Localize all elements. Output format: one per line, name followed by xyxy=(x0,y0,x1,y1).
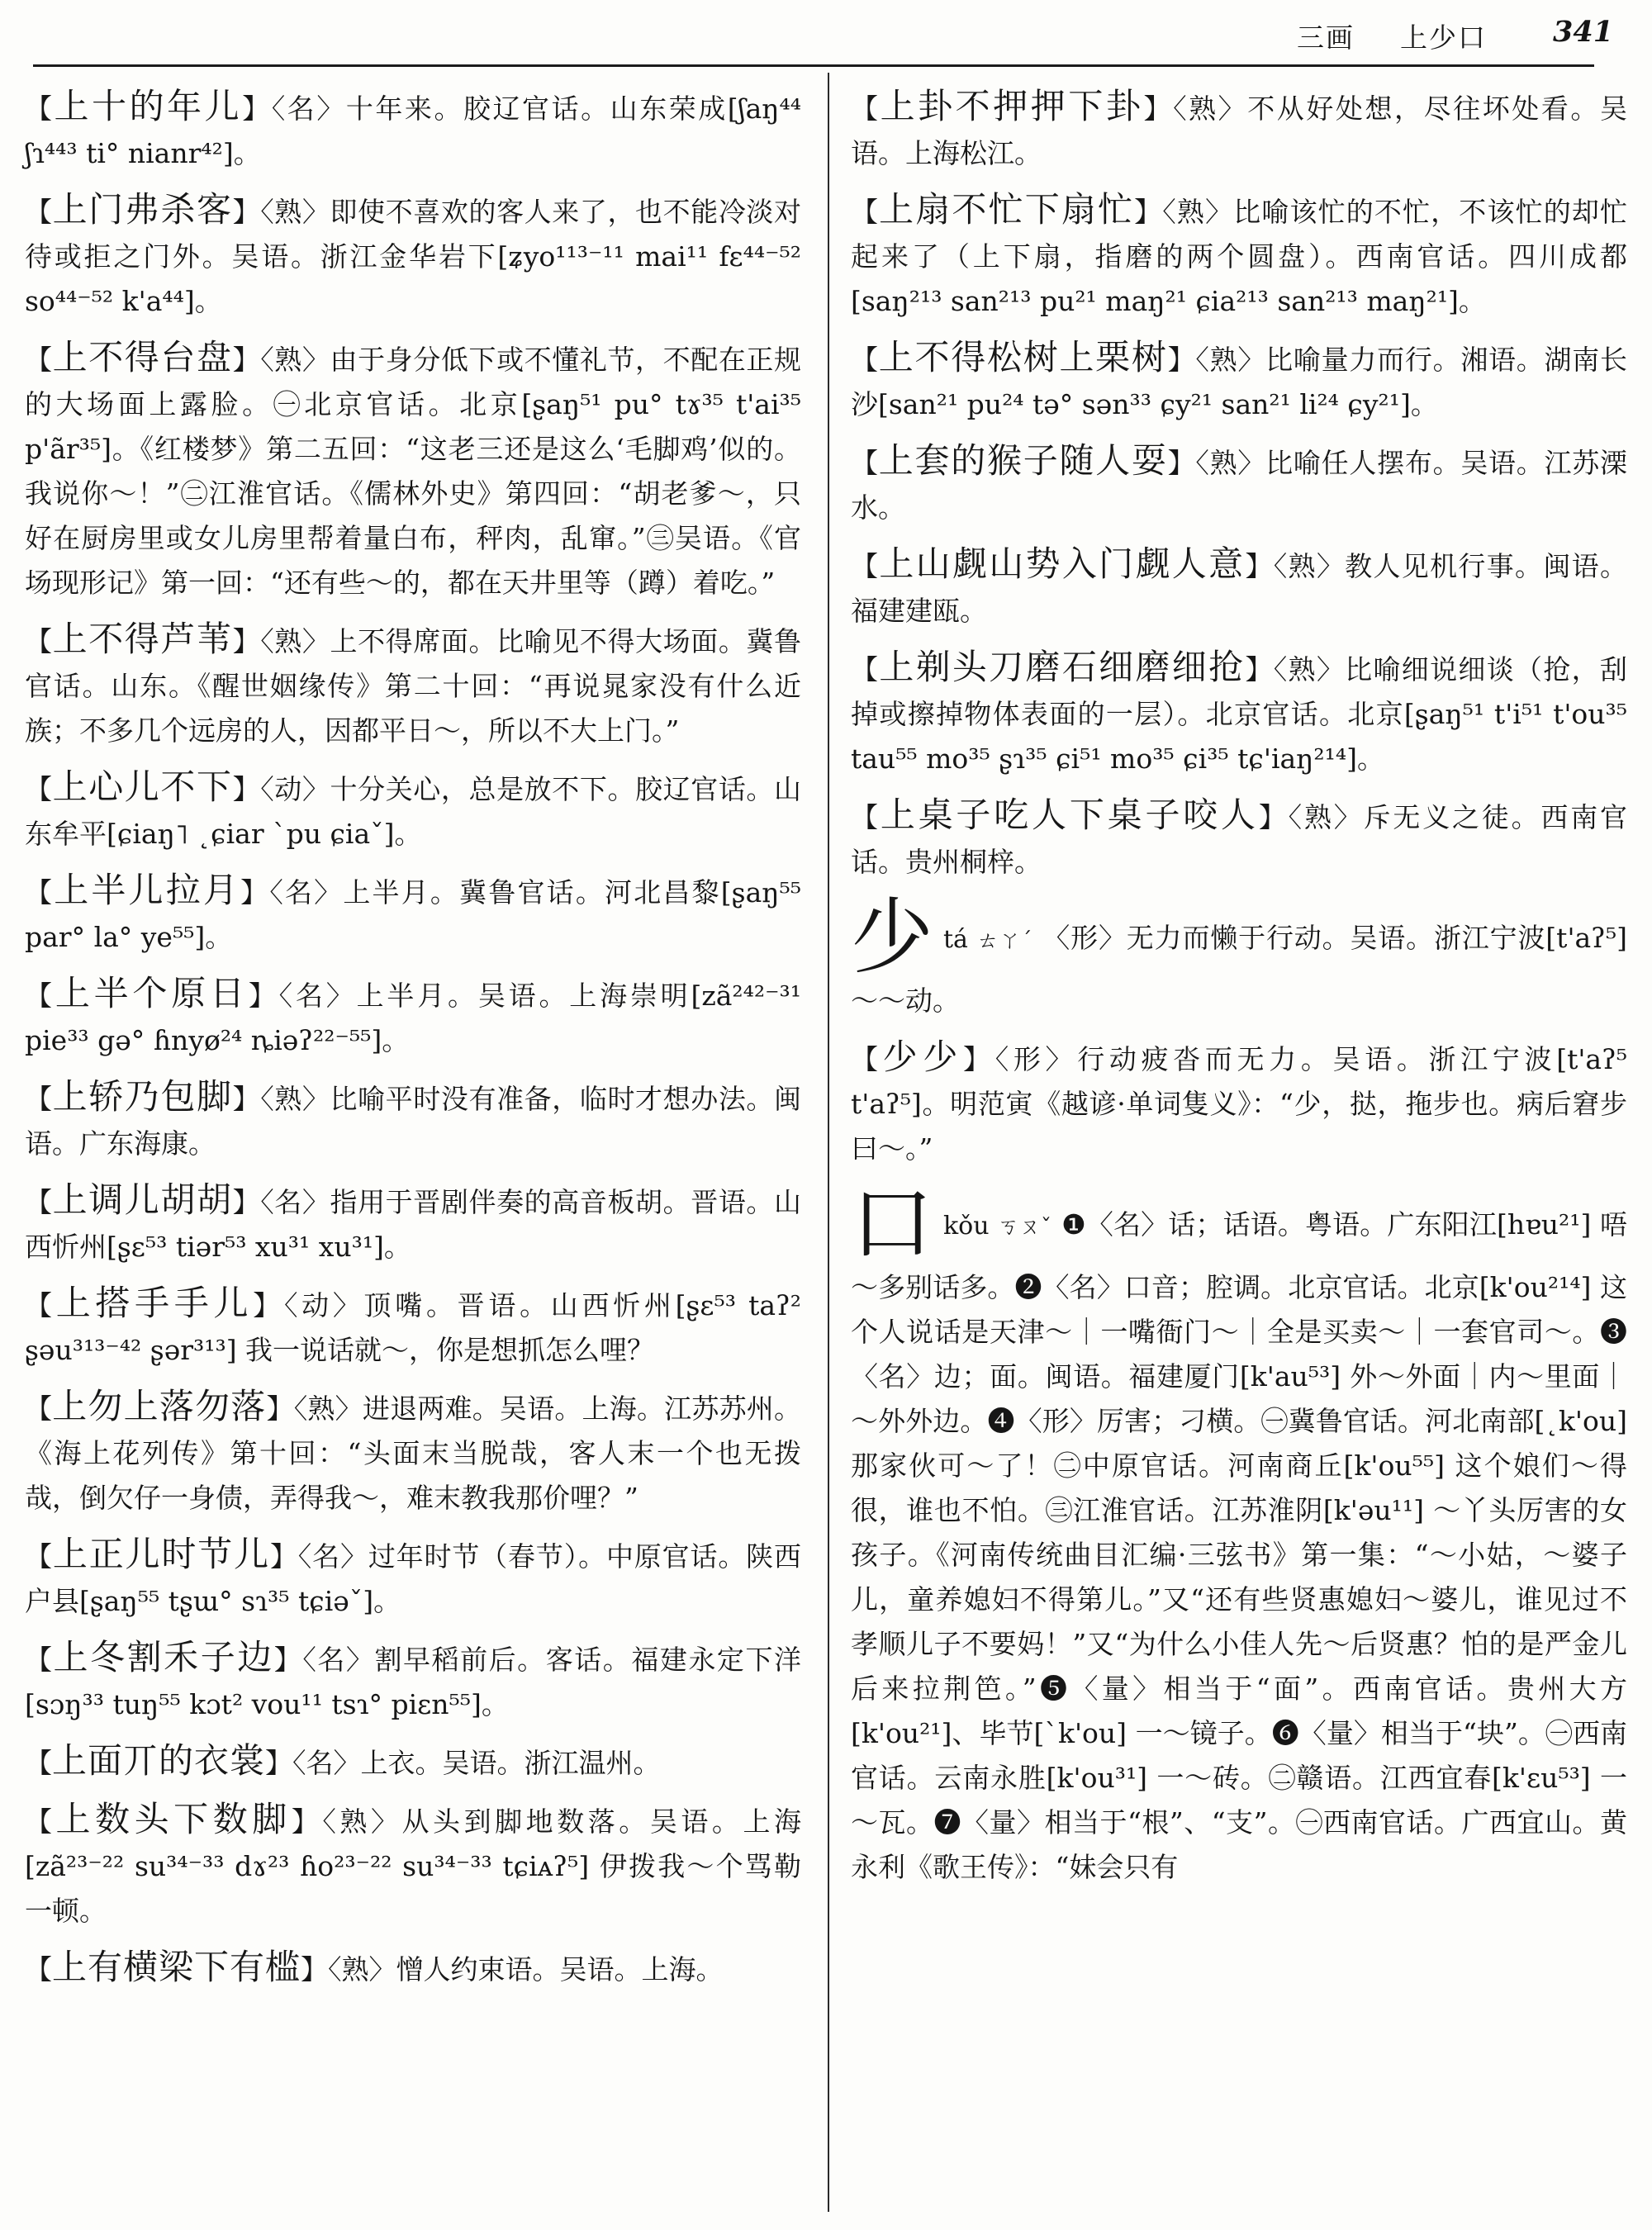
entry-headword: 上心儿不下 xyxy=(52,766,233,807)
dictionary-entry: 【上冬割禾子边】〈名〉割早稻前后。客话。福建永定下洋[sɔŋ³³ tuŋ⁵⁵ kɔt² vou¹¹ tsɿ° piɛn⁵⁵]。 xyxy=(25,1637,802,1720)
char-shao-definition: 〈形〉无力而懒于行动。吴语。浙江宁波[t'aʔ⁵] ～～动。 xyxy=(851,922,1627,1017)
entry-definition: 〈熟〉比喻该忙的不忙，不该忙的却忙起来了（上下扇，指磨的两个圆盘）。西南官话。四川成都[saŋ²¹³ san²¹³ pu²¹ maŋ²¹ ɕia²¹³ san²¹³ maŋ²¹]。 xyxy=(851,196,1627,317)
char-kou-definition: ❶〈名〉话；话语。粤语。广东阳江[hɐu²¹] 唔～多别话多。❷〈名〉口音；腔调。北京官话。北京[k'ou²¹⁴] 这个人说话是天津～｜一嘴衙门～｜全是买卖～｜一套官司～。❸〈名〉边；面。闽语。福建厦门[k'au⁵³] 外～外面｜内～里面｜～外外边。❹〈形〉厉害；刁横。㊀冀鲁官话。河北南部[˛k'ou] 那家伙可～了！㊁中原官话。河南商丘[k'ou⁵⁵] 这个娘们～得很，谁也不怕。㊂江淮官话。江苏淮阴[k'əu¹¹] ～丫头厉害的女孩子。《河南传统曲目汇编·三弦书》第一集：“～小姑，～婆子儿，童养媳妇不得第儿。”又“还有些贤惠媳妇～婆儿，谁见过不孝顺儿子不要妈！”又“为什么小佳人先～后贤惠？怕的是严金儿后来拉荆笆。”❺〈量〉相当于“面”。西南官话。贵州大方[k'ou²¹]、毕节[ˋk'ou] 一～镜子。❻〈量〉相当于“块”。㊀西南官话。云南永胜[k'ou³¹] 一～砖。㊁赣语。江西宜春[k'ɛu⁵³] 一～瓦。❼〈量〉相当于“根”、“支”。㊀西南官话。广西宜山。黄永利《歌王传》：“妹会只有 xyxy=(851,1208,1627,1883)
entry-definition: 〈形〉行动疲沓而无力。吴语。浙江宁波[t'aʔ⁵ t'aʔ⁵]。明范寅《越谚·单词隻义》：“少，挞，拖步也。病后窘步曰～。” xyxy=(851,1043,1627,1165)
entry-headword: 上勿上落勿落 xyxy=(52,1386,267,1426)
dictionary-entry: 【上扇不忙下扇忙】〈熟〉比喻该忙的不忙，不该忙的却忙起来了（上下扇，指磨的两个圆盘）。西南官话。四川成都[saŋ²¹³ san²¹³ pu²¹ maŋ²¹ ɕia²¹³ san²¹³ maŋ²¹]。 xyxy=(851,189,1627,317)
entry-definition: 〈熟〉从头到脚地数落。吴语。上海[zã²³⁻²² su³⁴⁻³³ dɤ²³ ɦo²³⁻²² su³⁴⁻³³ tɕiᴀʔ⁵] 伊拨我～个骂勒一顿。 xyxy=(25,1805,802,1927)
entry-headword: 上十的年儿 xyxy=(54,86,243,126)
section-label: 三画 xyxy=(1297,21,1355,54)
entry-definition: 〈熟〉进退两难。吴语。上海。江苏苏州。《海上花列传》第十回：“头面末当脱哉，客人末一个也无拨哉，倒欠仔一身债，弄得我～，难末教我那价哩？” xyxy=(25,1393,802,1514)
dictionary-entry: 【上门弗杀客】〈熟〉即使不喜欢的客人来了，也不能冷淡对待或拒之门外。吴语。浙江金华岩下[ʑyo¹¹³⁻¹¹ mai¹¹ fɛ⁴⁴⁻⁵² so⁴⁴⁻⁵² k'a⁴⁴]。 xyxy=(25,189,802,317)
dictionary-entry: 【少少】〈形〉行动疲沓而无力。吴语。浙江宁波[t'aʔ⁵ t'aʔ⁵]。明范寅《越谚·单词隻义》：“少，挞，拖步也。病后窘步曰～。” xyxy=(851,1037,1627,1165)
entry-headword: 上卦不押押下卦 xyxy=(880,86,1144,126)
char-shao-pinyin: tá xyxy=(943,925,968,954)
entry-headword: 上半个原日 xyxy=(55,973,249,1013)
entry-headword: 上数头下数脚 xyxy=(55,1799,292,1839)
dictionary-entry: 【上半儿拉月】〈名〉上半月。冀鲁官话。河北昌黎[ʂaŋ⁵⁵ par° la° ye⁵⁵]。 xyxy=(25,870,801,953)
entry-headword: 上套的猴子随人耍 xyxy=(878,440,1168,481)
entry-definition: 〈熟〉比喻平时没有准备，临时才想办法。闽语。广东海康。 xyxy=(25,1083,802,1160)
entry-definition: 〈名〉割早稻前后。客话。福建永定下洋[sɔŋ³³ tuŋ⁵⁵ kɔt² vou¹¹ tsɿ° piɛn⁵⁵]。 xyxy=(25,1644,802,1720)
char-shao: 少 xyxy=(851,889,933,985)
entry-definition: 〈名〉过年时节（春节）。中原官话。陕西户县[ʂaŋ⁵⁵ tʂɯ° sɿ³⁵ tɕiəˇ]。 xyxy=(25,1540,802,1617)
dictionary-entry: 【上半个原日】〈名〉上半月。吴语。上海崇明[zã²⁴²⁻³¹ pie³³ gə° ɦnyø²⁴ ȵiəʔ²²⁻⁵⁵]。 xyxy=(25,973,801,1056)
entry-definition: 〈熟〉教人见机行事。闽语。福建建瓯。 xyxy=(851,550,1627,627)
dictionary-entry: 【上卦不押押下卦】〈熟〉不从好处想，尽往坏处看。吴语。上海松江。 xyxy=(851,86,1627,169)
entry-definition: 〈动〉顶嘴。晋语。山西忻州[ʂɛ⁵³ taʔ² ʂəu³¹³⁻⁴² ʂər³¹³] 我一说话就～，你是想抓怎么哩？ xyxy=(25,1289,801,1366)
dictionary-entry: 【上山觑山势入门觑人意】〈熟〉教人见机行事。闽语。福建建瓯。 xyxy=(851,543,1627,627)
entry-headword: 上桌子吃人下桌子咬人 xyxy=(880,795,1259,835)
entry-headword: 上搭手手儿 xyxy=(55,1283,254,1323)
entry-headword: 上不得松树上栗树 xyxy=(878,337,1168,377)
dictionary-entry: 【上有横梁下有槛】〈熟〉憎人约束语。吴语。上海。 xyxy=(25,1947,724,1987)
entry-definition: 〈名〉上半月。冀鲁官话。河北昌黎[ʂaŋ⁵⁵ par° la° ye⁵⁵]。 xyxy=(25,876,801,953)
entry-definition: 〈名〉上衣。吴语。浙江温州。 xyxy=(292,1747,661,1779)
entry-definition: 〈名〉上半月。吴语。上海崇明[zã²⁴²⁻³¹ pie³³ gə° ɦnyø²⁴ ȵiəʔ²²⁻⁵⁵]。 xyxy=(25,980,801,1056)
header-rule xyxy=(33,64,1594,67)
entry-headword: 上不得芦苇 xyxy=(52,619,233,659)
dictionary-entry: 【上桌子吃人下桌子咬人】〈熟〉斥无义之徒。西南官话。贵州桐梓。 xyxy=(851,795,1628,878)
char-kou-pinyin: kǒu xyxy=(943,1212,990,1241)
column-divider xyxy=(828,73,829,2212)
entry-headword: 上正儿时节儿 xyxy=(52,1534,270,1574)
char-entry-shao xyxy=(851,889,1627,1023)
entry-definition: 〈熟〉上不得席面。比喻见不得大场面。冀鲁官话。山东。《醒世姻缘传》第二十回：“再说晁家没有什么近族；不多几个远房的人，因都平日～，所以不大上门。” xyxy=(25,625,802,747)
entry-headword: 上不得台盘 xyxy=(52,337,233,377)
dictionary-entry: 【上十的年儿】〈名〉十年来。胶辽官话。山东荣成[ʃaŋ⁴⁴ ʃɿ⁴⁴³ ti° nianr⁴²]。 xyxy=(25,86,802,169)
right-column xyxy=(851,84,1627,1901)
entry-headword: 上半儿拉月 xyxy=(54,870,241,910)
entry-headword: 上扇不忙下扇忙 xyxy=(879,189,1135,230)
entry-definition: 〈熟〉比喻任人摆布。吴语。江苏溧水。 xyxy=(851,447,1628,524)
dictionary-entry: 【上不得芦苇】〈熟〉上不得席面。比喻见不得大场面。冀鲁官话。山东。《醒世姻缘传》第二十回：“再说晁家没有什么近族；不多几个远房的人，因都平日～，所以不大上门。” xyxy=(25,619,802,747)
dictionary-entry: 【上剃头刀磨石细磨细抢】〈熟〉比喻细说细谈（抢，刮掉或擦掉物体表面的一层）。北京官话。北京[ʂaŋ⁵¹ t'i⁵¹ t'ou³⁵ tau⁵⁵ mo³⁵ ʂɿ³⁵ ɕi⁵¹ mo³⁵ ɕi³⁵ tɕ'iaŋ²¹⁴]。 xyxy=(851,647,1627,775)
dictionary-entry: 【上搭手手儿】〈动〉顶嘴。晋语。山西忻州[ʂɛ⁵³ taʔ² ʂəu³¹³⁻⁴² ʂər³¹³] 我一说话就～，你是想抓怎么哩？ xyxy=(25,1283,801,1366)
entry-headword: 上剃头刀磨石细磨细抢 xyxy=(879,647,1246,687)
page-header xyxy=(0,0,1652,68)
entry-definition: 〈熟〉比喻量力而行。湘语。湖南长沙[san²¹ pu²⁴ tə° sən³³ ɕy²¹ san²¹ li²⁴ ɕy²¹]。 xyxy=(851,344,1628,420)
char-kou: 口 xyxy=(851,1175,933,1272)
entry-definition: 〈熟〉憎人约束语。吴语。上海。 xyxy=(328,1953,724,1986)
entry-headword: 上轿乃包脚 xyxy=(52,1076,233,1117)
entry-headword: 上冬割禾子边 xyxy=(53,1637,274,1677)
char-entry-kou xyxy=(851,1175,1627,1890)
dictionary-entry: 【上套的猴子随人耍】〈熟〉比喻任人摆布。吴语。江苏溧水。 xyxy=(851,440,1628,524)
entry-definition: 〈熟〉比喻细说细谈（抢，刮掉或擦掉物体表面的一层）。北京官话。北京[ʂaŋ⁵¹ t'i⁵¹ t'ou³⁵ tau⁵⁵ mo³⁵ ʂɿ³⁵ ɕi⁵¹ mo³⁵ ɕi³⁵ tɕ'iaŋ²¹⁴]。 xyxy=(851,653,1627,775)
entry-definition: 〈名〉十年来。胶辽官话。山东荣成[ʃaŋ⁴⁴ ʃɿ⁴⁴³ ti° nianr⁴²]。 xyxy=(25,93,802,169)
dictionary-entry: 【上不得松树上栗树】〈熟〉比喻量力而行。湘语。湖南长沙[san²¹ pu²⁴ tə° sən³³ ɕy²¹ san²¹ li²⁴ ɕy²¹]。 xyxy=(851,337,1628,420)
char-shao-zhuyin: ㄊㄚˊ xyxy=(976,928,1033,953)
entry-definition: 〈熟〉不从好处想，尽往坏处看。吴语。上海松江。 xyxy=(851,93,1627,169)
entry-definition: 〈名〉指用于晋剧伴奏的高音板胡。晋语。山西忻州[ʂɛ⁵³ tiər⁵³ xu³¹ xu³¹]。 xyxy=(25,1186,802,1263)
dictionary-entry: 【上数头下数脚】〈熟〉从头到脚地数落。吴语。上海[zã²³⁻²² su³⁴⁻³³ dɤ²³ ɦo²³⁻²² su³⁴⁻³³ tɕiᴀʔ⁵] 伊拨我～个骂勒一顿。 xyxy=(25,1799,802,1927)
entry-headword: 上门弗杀客 xyxy=(52,189,233,230)
dictionary-entry: 【上面丌的衣裳】〈名〉上衣。吴语。浙江温州。 xyxy=(25,1740,661,1781)
dictionary-entry: 【上勿上落勿落】〈熟〉进退两难。吴语。上海。江苏苏州。《海上花列传》第十回：“头面末当脱哉，客人末一个也无拨哉，倒欠仔一身债，弄得我～，难末教我那价哩？” xyxy=(25,1386,802,1514)
entry-definition: 〈熟〉即使不喜欢的客人来了，也不能冷淡对待或拒之门外。吴语。浙江金华岩下[ʑyo¹¹³⁻¹¹ mai¹¹ fɛ⁴⁴⁻⁵² so⁴⁴⁻⁵² k'a⁴⁴]。 xyxy=(25,196,802,317)
entry-definition: 〈动〉十分关心，总是放不下。胶辽官话。山东牟平[ɕiaŋ˥ ˛ɕiar ˋpu ɕiaˇ]。 xyxy=(25,773,802,850)
dictionary-entry: 【上轿乃包脚】〈熟〉比喻平时没有准备，临时才想办法。闽语。广东海康。 xyxy=(25,1076,802,1160)
left-column xyxy=(25,84,801,2004)
page-number: 341 xyxy=(1553,15,1614,49)
entry-headword: 上山觑山势入门觑人意 xyxy=(879,543,1246,584)
entry-headword: 上调儿胡胡 xyxy=(52,1179,233,1220)
dictionary-entry: 【上心儿不下】〈动〉十分关心，总是放不下。胶辽官话。山东牟平[ɕiaŋ˥ ˛ɕiar ˋpu ɕiaˇ]。 xyxy=(25,766,802,850)
char-kou-zhuyin: ㄎㄡˇ xyxy=(997,1215,1052,1240)
entry-headword: 上有横梁下有槛 xyxy=(52,1947,301,1987)
entry-definition: 〈熟〉斥无义之徒。西南官话。贵州桐梓。 xyxy=(851,801,1628,878)
dictionary-entry: 【上正儿时节儿】〈名〉过年时节（春节）。中原官话。陕西户县[ʂaŋ⁵⁵ tʂɯ° sɿ³⁵ tɕiəˇ]。 xyxy=(25,1534,802,1617)
entry-headword: 少少 xyxy=(882,1037,964,1077)
entry-headword: 上面丌的衣裳 xyxy=(52,1740,266,1781)
entry-definition: 〈熟〉由于身分低下或不懂礼节，不配在正规的大场面上露脸。㊀北京官话。北京[ʂaŋ⁵¹ pu° tɤ³⁵ t'ai³⁵ p'ãr³⁵]。《红楼梦》第二五回：“这老三还是这么‘毛脚鸡’似的。我说你～！”㊁江淮官话。《儒林外史》第四回：“胡老爹～，只好在厨房里或女儿房里帮着量白布，秤肉，乱窜。”㊂吴语。《官场现形记》第一回：“还有些～的，都在天井里等（蹲）着吃。” xyxy=(25,344,802,599)
dictionary-entry: 【上调儿胡胡】〈名〉指用于晋剧伴奏的高音板胡。晋语。山西忻州[ʂɛ⁵³ tiər⁵³ xu³¹ xu³¹]。 xyxy=(25,1179,802,1263)
dictionary-entry: 【上不得台盘】〈熟〉由于身分低下或不懂礼节，不配在正规的大场面上露脸。㊀北京官话。北京[ʂaŋ⁵¹ pu° tɤ³⁵ t'ai³⁵ p'ãr³⁵]。《红楼梦》第二五回：“这老三还是这么‘毛脚鸡’似的。我说你～！”㊁江淮官话。《儒林外史》第四回：“胡老爹～，只好在厨房里或女儿房里帮着量白布，秤肉，乱窜。”㊂吴语。《官场现形记》第一回：“还有些～的，都在天井里等（蹲）着吃。” xyxy=(25,337,802,599)
header-characters: 上少口 xyxy=(1400,21,1487,54)
